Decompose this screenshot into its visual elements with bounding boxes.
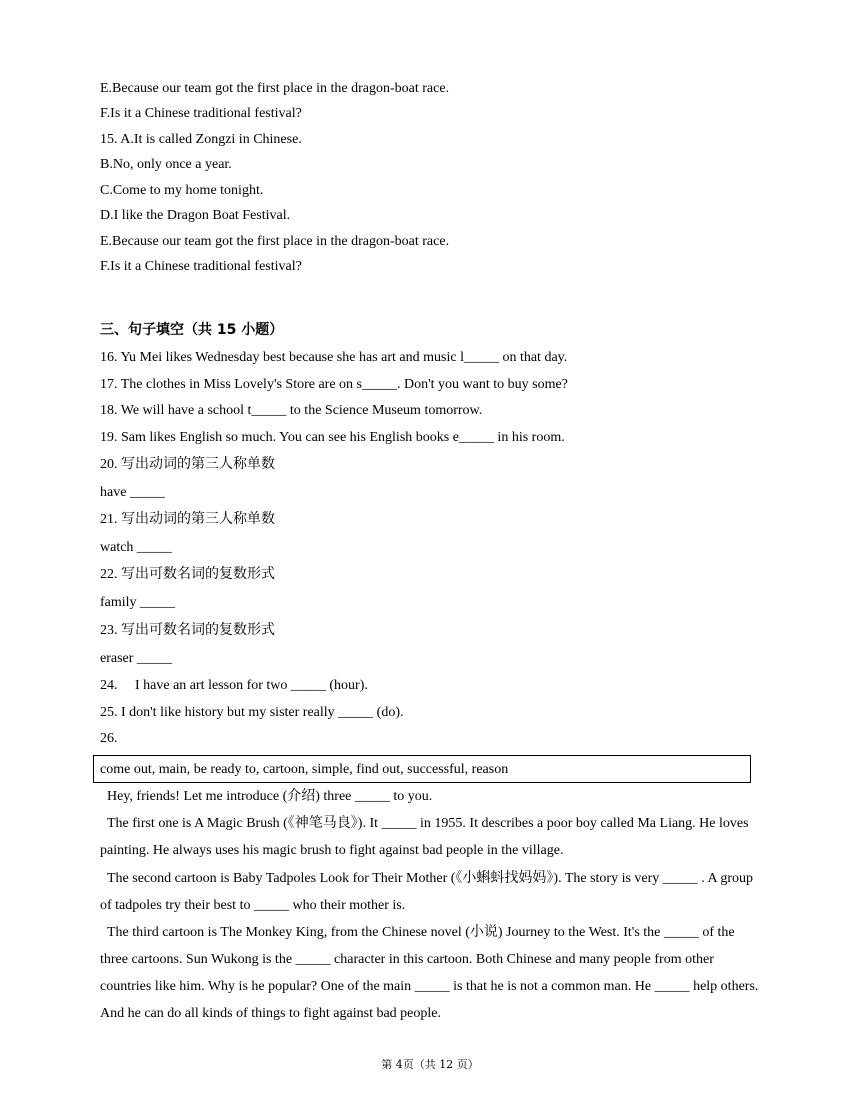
q14-option-e: E.Because our team got the first place in the dragon-boat race. [100, 81, 450, 96]
question-23-prompt: 23. 写出可数名词的复数形式 [100, 623, 275, 638]
q15-option-b: B.No, only once a year. [100, 157, 232, 172]
passage-paragraph-2: The second cartoon is Baby Tadpoles Look for Their Mother (《小蝌蚪找妈妈》). The story is very _____ . A group of tadpoles try their best to _____ who their mother is. [100, 871, 754, 913]
page-number-footer: 第 4页（共 12 页） [381, 1058, 479, 1071]
section-heading: 三、句子填空（共 15 小题） [100, 322, 284, 338]
question-21-prompt: 21. 写出动词的第三人称单数 [100, 512, 275, 527]
question-24: 24. I have an art lesson for two _____ (hour). [100, 678, 368, 693]
question-16: 16. Yu Mei likes Wednesday best because she has art and music l_____ on that day. [100, 350, 568, 365]
question-26: 26. [100, 731, 118, 746]
q15-option-f: F.Is it a Chinese traditional festival? [100, 259, 302, 274]
question-17: 17. The clothes in Miss Lovely's Store are on s_____. Don't you want to buy some? [100, 377, 568, 392]
passage-paragraph-1: The first one is A Magic Brush (《神笔马良》). It _____ in 1955. It describes a poor boy called Ma Liang. He loves painting. He always uses his magic brush to fight against bad people in the village. [100, 816, 749, 858]
question-19: 19. Sam likes English so much. You can see his English books e_____ in his room. [100, 430, 565, 445]
question-20-answer: have _____ [100, 485, 165, 500]
question-20-prompt: 20. 写出动词的第三人称单数 [100, 457, 275, 472]
q15-option-e: E.Because our team got the first place in the dragon-boat race. [100, 234, 450, 249]
passage-paragraph-3: The third cartoon is The Monkey King, from the Chinese novel (小说) Journey to the West. It's the _____ of the three cartoons. Sun Wukong is the _____ character in this cartoon. Both Chinese and many people from other countries like him. Why is he popular? One of the main _____ is that he is not a common man. He _____ help others. And he can do all kinds of things to fight against bad people. [100, 925, 759, 1021]
question-25: 25. I don't like history but my sister really _____ (do). [100, 705, 404, 720]
q15-option-a: 15. A.It is called Zongzi in Chinese. [100, 132, 302, 147]
question-18: 18. We will have a school t_____ to the Science Museum tomorrow. [100, 403, 483, 418]
question-22-prompt: 22. 写出可数名词的复数形式 [100, 567, 275, 582]
question-21-answer: watch _____ [100, 540, 172, 555]
word-bank-text: come out, main, be ready to, cartoon, simple, find out, successful, reason [100, 762, 509, 777]
q15-option-c: C.Come to my home tonight. [100, 183, 264, 198]
passage-intro: Hey, friends! Let me introduce (介绍) three _____ to you. [107, 789, 433, 804]
word-bank-box [93, 755, 751, 783]
question-23-answer: eraser _____ [100, 651, 172, 666]
question-22-answer: family _____ [100, 595, 176, 610]
q15-option-d: D.I like the Dragon Boat Festival. [100, 208, 291, 223]
q14-option-f: F.Is it a Chinese traditional festival? [100, 106, 302, 121]
